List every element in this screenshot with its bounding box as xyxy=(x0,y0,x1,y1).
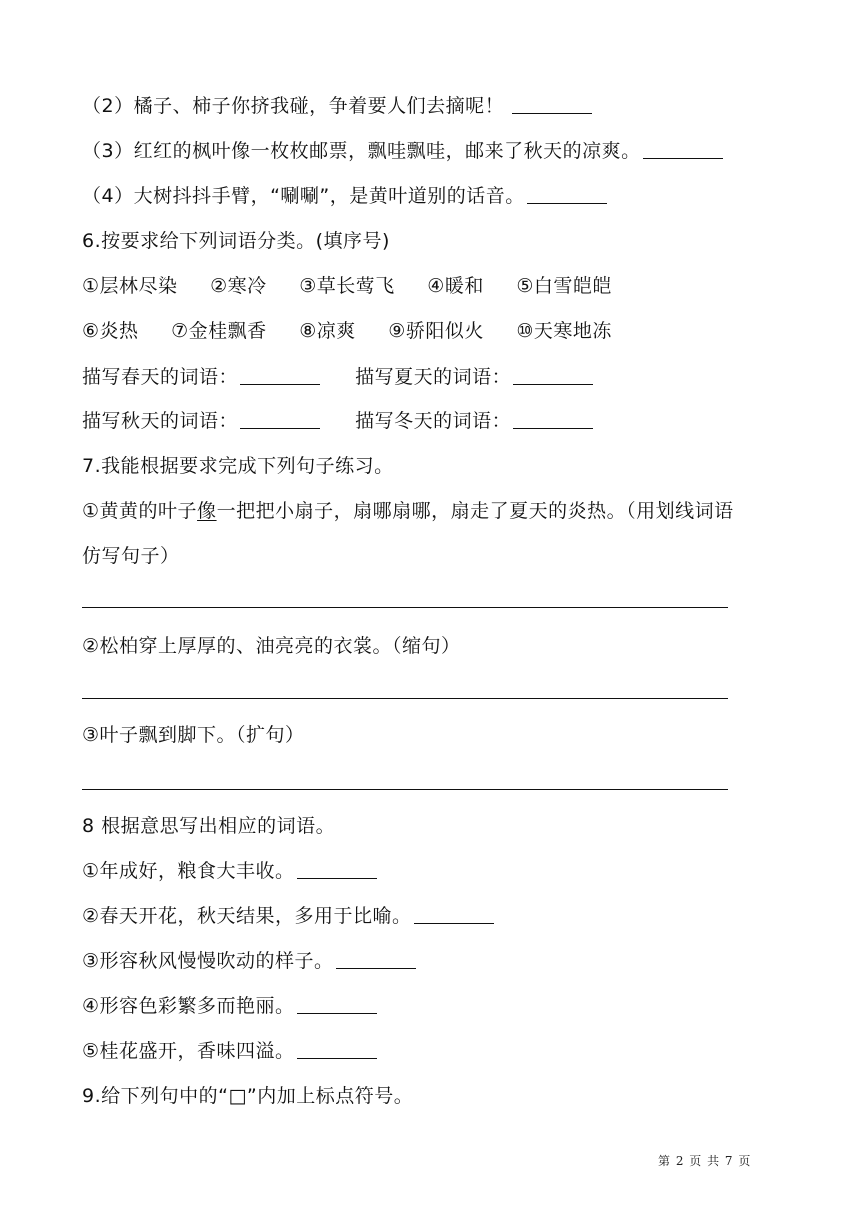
q6-title: 6.按要求给下列词语分类。(填序号) xyxy=(82,230,390,252)
q7-sentence-1-cont: 仿写句子） xyxy=(82,545,180,567)
summer-answer-blank[interactable] xyxy=(513,366,593,385)
q7-s1-before: ①黄黄的叶子 xyxy=(82,500,198,522)
spring-label: 描写春天的词语： xyxy=(82,366,239,388)
page-number: 第 2 页 共 7 页 xyxy=(658,1154,752,1168)
autumn-answer-blank[interactable] xyxy=(240,410,320,429)
answer-blank[interactable] xyxy=(527,185,607,204)
answer-blank[interactable] xyxy=(297,1040,377,1059)
q8-item-1 xyxy=(82,858,377,884)
q7-sentence-3: ③叶子飘到脚下。（扩句） xyxy=(82,724,305,746)
word-option: ⑦金桂飘香 xyxy=(171,320,267,342)
q7-answer-line-2[interactable] xyxy=(82,698,728,699)
summer-label: 描写夏天的词语： xyxy=(355,366,512,388)
q7-sentence-1 xyxy=(82,498,734,524)
q7-title: 7.我能根据要求完成下列句子练习。 xyxy=(82,455,394,477)
answer-blank[interactable] xyxy=(643,140,723,159)
q5-item-4 xyxy=(82,183,607,209)
q8-item-5 xyxy=(82,1038,377,1064)
answer-blank[interactable] xyxy=(297,995,377,1014)
q6-word-row-1 xyxy=(82,273,612,299)
q5-item-3 xyxy=(82,138,723,164)
answer-blank[interactable] xyxy=(297,860,377,879)
q5-item-2-text: （2）橘子、柿子你挤我碰，争着要人们去摘呢！ xyxy=(82,95,505,117)
word-option: ⑩天寒地冻 xyxy=(516,320,612,342)
word-option: ③草长莺飞 xyxy=(299,275,395,297)
q8-item-3 xyxy=(82,948,416,974)
q6-category-row-2 xyxy=(82,408,593,434)
q7-sentence-2: ②松柏穿上厚厚的、油亮亮的衣裳。（缩句） xyxy=(82,635,461,657)
autumn-label: 描写秋天的词语： xyxy=(82,410,239,432)
q7-answer-line-3[interactable] xyxy=(82,789,728,790)
word-option: ④暖和 xyxy=(427,275,484,297)
q8-item-text: ④形容色彩繁多而艳丽。 xyxy=(82,995,295,1017)
word-option: ⑤白雪皑皑 xyxy=(516,275,612,297)
word-option: ②寒冷 xyxy=(210,275,267,297)
q6-word-row-2 xyxy=(82,318,612,344)
q8-item-text: ②春天开花，秋天结果，多用于比喻。 xyxy=(82,905,412,927)
q8-item-text: ⑤桂花盛开，香味四溢。 xyxy=(82,1040,295,1062)
q8-item-2 xyxy=(82,903,494,929)
spring-answer-blank[interactable] xyxy=(240,366,320,385)
q5-item-4-text: （4）大树抖抖手臂，“唰唰”，是黄叶道别的话音。 xyxy=(82,185,525,207)
q7-s1-underlined-word: 像 xyxy=(197,500,217,522)
q8-item-4 xyxy=(82,993,377,1019)
winter-answer-blank[interactable] xyxy=(513,410,593,429)
word-option: ⑥炎热 xyxy=(82,320,139,342)
q8-title: 8 根据意思写出相应的词语。 xyxy=(82,815,336,837)
word-option: ⑧凉爽 xyxy=(299,320,356,342)
word-option: ⑨骄阳似火 xyxy=(388,320,484,342)
q6-category-row-1 xyxy=(82,364,593,390)
answer-blank[interactable] xyxy=(336,950,416,969)
word-option: ①层林尽染 xyxy=(82,275,178,297)
q5-item-2 xyxy=(82,93,592,119)
q7-answer-line-1[interactable] xyxy=(82,607,728,608)
q8-item-text: ③形容秋风慢慢吹动的样子。 xyxy=(82,950,334,972)
q9-title: 9.给下列句中的“□”内加上标点符号。 xyxy=(82,1085,414,1107)
q5-item-3-text: （3）红红的枫叶像一枚枚邮票，飘哇飘哇，邮来了秋天的凉爽。 xyxy=(82,140,641,162)
q8-item-text: ①年成好，粮食大丰收。 xyxy=(82,860,295,882)
winter-label: 描写冬天的词语： xyxy=(355,410,512,432)
answer-blank[interactable] xyxy=(414,905,494,924)
q7-s1-after: 一把把小扇子，扇哪扇哪，扇走了夏天的炎热。（用划线词语 xyxy=(216,500,734,522)
answer-blank[interactable] xyxy=(512,95,592,114)
